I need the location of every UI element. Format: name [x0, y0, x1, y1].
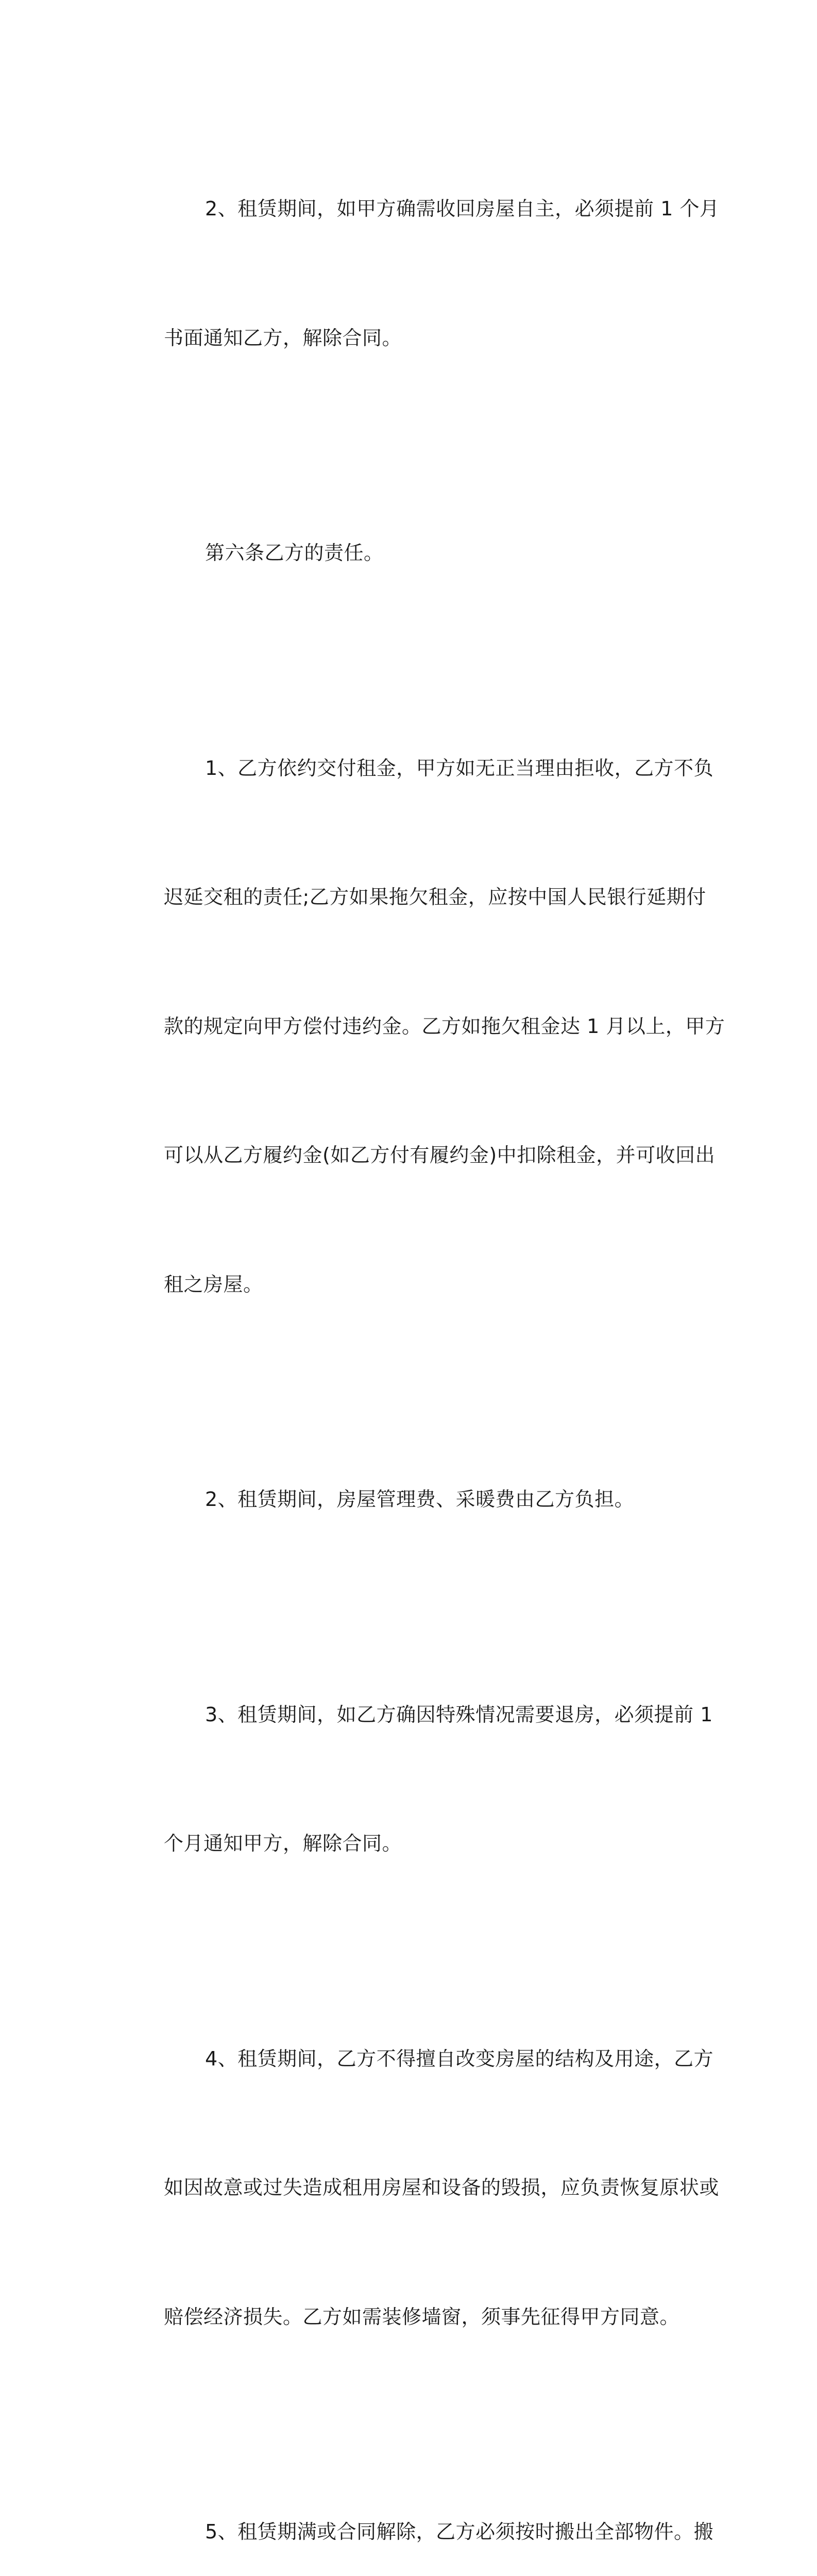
text-line: 2、租赁期间，房屋管理费、采暖费由乙方负担。: [205, 1488, 635, 1511]
text-line: 租之房屋。: [164, 1273, 263, 1296]
text-line: 3、租赁期间，如乙方确因特殊情况需要退房，必须提前 1: [205, 1703, 713, 1726]
text-line: 2、租赁期间，如甲方确需收回房屋自主，必须提前 1 个月: [205, 197, 720, 220]
article-6-heading: [125, 446, 696, 661]
text-line: 第六条乙方的责任。: [205, 541, 384, 564]
text-line: 款的规定向甲方偿付违约金。乙方如拖欠租金达 1 月以上，甲方: [164, 1014, 725, 1038]
text-line: 赔偿经济损失。乙方如需装修墙窗，须事先征得甲方同意。: [164, 2305, 680, 2328]
article-6-item-4: [125, 1952, 720, 2425]
text-line: 5、租赁期满或合同解除，乙方必须按时搬出全部物件。搬: [205, 2520, 714, 2543]
text-line: 可以从乙方履约金(如乙方付有履约金)中扣除租金，并可收回出: [164, 1144, 716, 1166]
text-line: 1、乙方依约交付租金，甲方如无正当理由拒收，乙方不负: [205, 756, 714, 779]
clause-5-item-2: [125, 101, 720, 446]
text-line: 个月通知甲方，解除合同。: [164, 1832, 402, 1855]
document-body: [125, 101, 725, 2576]
article-6-item-3: [125, 1607, 713, 1952]
article-6-item-5: [125, 2425, 714, 2576]
text-line: 如因故意或过失造成租用房屋和设备的毁损，应负责恢复原状或: [164, 2176, 720, 2199]
article-6-item-2: [125, 1392, 696, 1607]
article-6-item-1: [125, 661, 725, 1393]
text-line: 迟延交租的责任;乙方如果拖欠租金，应按中国人民银行延期付: [164, 886, 706, 908]
text-line: 4、租赁期间，乙方不得擅自改变房屋的结构及用途，乙方: [205, 2047, 714, 2070]
text-line: 书面通知乙方，解除合同。: [164, 326, 402, 349]
